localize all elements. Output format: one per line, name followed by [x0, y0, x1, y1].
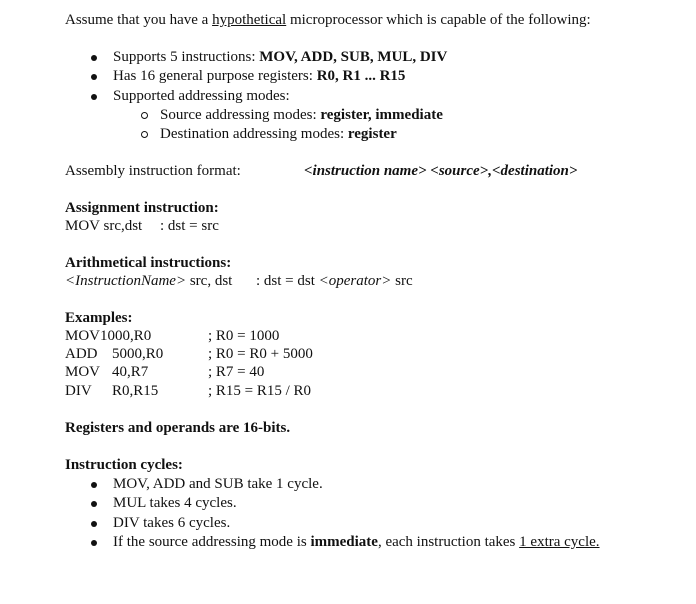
format-template — [304, 162, 577, 181]
arithmetic-desc-post: src — [391, 273, 413, 289]
intro-paragraph — [65, 11, 591, 30]
example-args: 40,R7 — [112, 364, 149, 380]
registers-note: Registers and operands are 16-bits. — [65, 420, 291, 436]
bullet-icon — [91, 540, 97, 546]
destination-modes-value: register — [347, 126, 397, 142]
capability-label: Has 16 general purpose registers: — [113, 68, 317, 84]
arithmetic-desc — [256, 272, 413, 291]
intro-text-before: Assume that you have a — [65, 12, 213, 28]
cycles-item: MOV, ADD and SUB take 1 cycle. — [113, 476, 323, 492]
register-list: R0, R1 ... R15 — [316, 68, 406, 84]
assignment-syntax: MOV src,dst — [65, 218, 143, 234]
example-comment: ; R7 = 40 — [208, 364, 265, 380]
extra-cycle-text: 1 extra cycle. — [519, 534, 600, 550]
cycles-item-immediate — [113, 533, 600, 552]
hollow-bullet-icon — [141, 112, 148, 119]
capability-instructions — [113, 48, 447, 67]
source-modes-label: Source addressing modes: — [160, 107, 321, 123]
operator-placeholder: <operator> — [318, 273, 392, 289]
example-args: 1000,R0 — [100, 328, 152, 344]
bullet-icon — [91, 94, 97, 100]
cycles-item: MUL takes 4 cycles. — [113, 495, 237, 511]
capability-label: Supports 5 instructions: — [113, 49, 260, 65]
cycles-last-mid: , each instruction takes — [377, 534, 520, 550]
example-op: MOV — [65, 328, 101, 344]
example-op: MOV — [65, 364, 101, 380]
arithmetic-heading: Arithmetical instructions: — [65, 255, 232, 271]
format-instruction-name: <instruction name> — [304, 163, 427, 179]
assignment-desc: : dst = src — [160, 218, 219, 234]
cycles-item: DIV takes 6 cycles. — [113, 515, 231, 531]
cycles-heading: Instruction cycles: — [65, 457, 183, 473]
example-args: 5000,R0 — [112, 346, 164, 362]
arithmetic-args: src, dst — [186, 273, 233, 289]
assignment-heading: Assignment instruction: — [65, 200, 219, 216]
format-destination: <destination> — [491, 163, 578, 179]
arithmetic-desc-pre: : dst = dst — [256, 273, 319, 289]
format-label: Assembly instruction format: — [65, 163, 241, 179]
destination-modes — [160, 125, 397, 144]
bullet-icon — [91, 521, 97, 527]
bullet-icon — [91, 482, 97, 488]
immediate-word: immediate — [310, 534, 378, 550]
bullet-icon — [91, 55, 97, 61]
example-op: ADD — [65, 346, 98, 362]
examples-heading: Examples: — [65, 310, 133, 326]
example-comment: ; R0 = 1000 — [208, 328, 280, 344]
example-op: DIV — [65, 383, 92, 399]
instruction-list: MOV, ADD, SUB, MUL, DIV — [259, 49, 448, 65]
intro-text-after: microprocessor which is capable of the following: — [286, 12, 591, 28]
cycles-last-pre: If the source addressing mode is — [113, 534, 311, 550]
source-modes — [160, 106, 443, 125]
capability-registers — [113, 67, 405, 86]
example-comment: ; R0 = R0 + 5000 — [208, 346, 313, 362]
arithmetic-syntax — [65, 272, 232, 291]
format-comma: , — [488, 163, 492, 179]
example-comment: ; R15 = R15 / R0 — [208, 383, 312, 399]
example-args: R0,R15 — [112, 383, 159, 399]
bullet-icon — [91, 501, 97, 507]
hypothetical-word: hypothetical — [212, 12, 287, 28]
capability-modes: Supported addressing modes: — [113, 88, 290, 104]
instruction-name-placeholder: <InstructionName> — [65, 273, 187, 289]
format-source: <source> — [426, 163, 489, 179]
bullet-icon — [91, 74, 97, 80]
destination-modes-label: Destination addressing modes: — [160, 126, 348, 142]
source-modes-value: register, immediate — [320, 107, 443, 123]
hollow-bullet-icon — [141, 131, 148, 138]
